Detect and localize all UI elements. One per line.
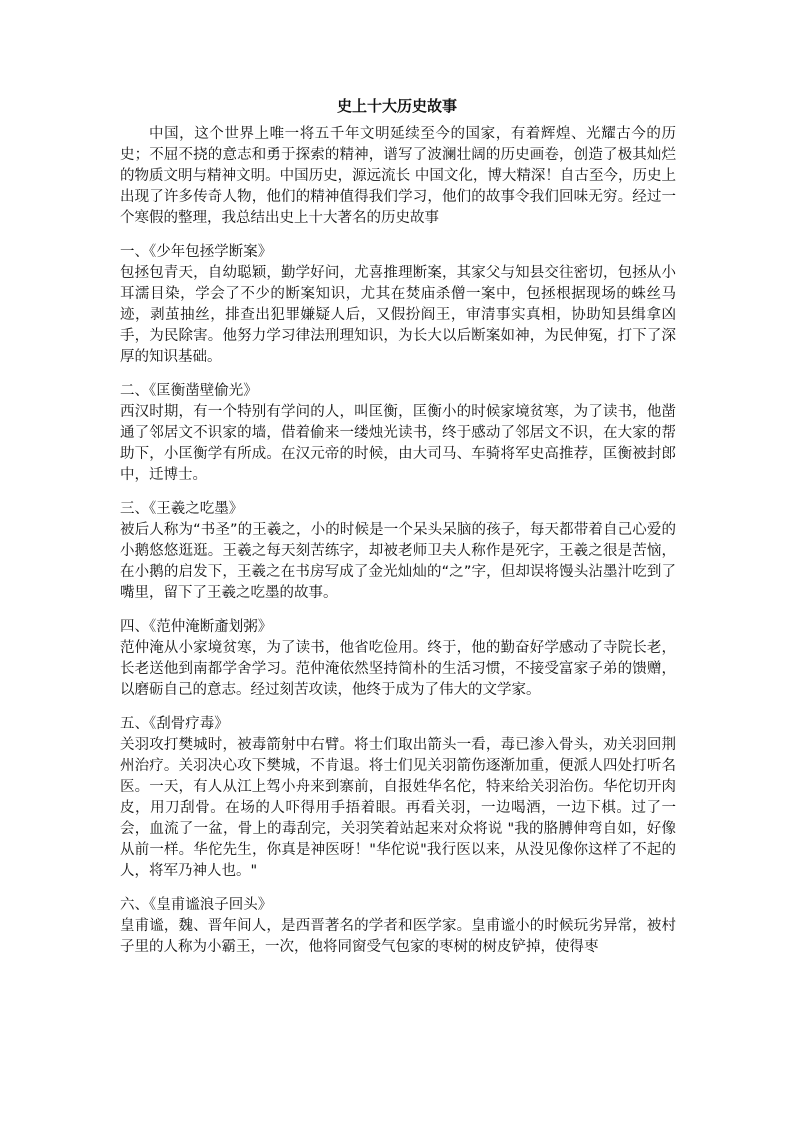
story-section-4: [120, 617, 676, 701]
document-title: 史上十大历史故事: [336, 97, 457, 115]
story-body: 包拯包青天，自幼聪颖，勤学好问，尤喜推理断案，其家父与知县交往密切，包拯从小耳濡目染，学会了不少的断案知识，尤其在焚庙杀僧一案中，包拯根据现场的蛛丝马迹，剥茧抽丝，排查出犯罪嫌疑人后，又假扮阎王，审清事实真相，协助知县缉拿凶手，为民除害。他努力学习律法刑理知识，为长大以后断案如神，为民伸冤，打下了深厚的知识基础。: [120, 265, 676, 365]
story-body: 皇甫谧，魏、晋年间人，是西晋著名的学者和医学家。皇甫谧小的时候玩劣异常，被村子里的人称为小霸王，一次，他将同窗受气包家的枣树的树皮铲掉，使得枣: [120, 918, 676, 955]
story-section-6: [120, 895, 676, 958]
story-section-5: [120, 714, 676, 882]
story-heading: 三、《王羲之吃墨》: [120, 501, 244, 517]
story-section-1: [120, 242, 676, 368]
story-body: 范仲淹从小家境贫寒，为了读书，他省吃俭用。终于，他的勤奋好学感动了寺院长老，长老送他到南都学舍学习。范仲淹依然坚持简朴的生活习惯，不接受富家子弟的馈赠，以磨砺自己的意志。经过刻苦攻读，他终于成为了伟大的文学家。: [120, 640, 676, 698]
story-body: 被后人称为“书圣”的王羲之，小的时候是一个呆头呆脑的孩子，每天都带着自己心爱的小鹅悠悠逛逛。王羲之每天刻苦练字，却被老师卫夫人称作是死字，王羲之很是苦恼，在小鹅的启发下，王羲之在书房写成了金光灿灿的“之”字，但却误将馒头沾墨汁吃到了嘴里，留下了王羲之吃墨的故事。: [120, 522, 676, 601]
story-heading: 六、《皇甫谧浪子回头》: [120, 897, 273, 913]
story-heading: 二、《匡衡凿壁偷光》: [120, 383, 258, 399]
intro-paragraph: 中国，这个世界上唯一将五千年文明延续至今的国家，有着辉煌、光耀古今的历史；不屈不挠的意志和勇于探索的精神，谱写了波澜壮阔的历史画卷，创造了极其灿烂的物质文明与精神文明。中国历史，源远流长 中国文化，博大精深！自古至今，历史上出现了许多传奇人物，他们的精神值得我们学习，他们的故事令我们回味无穷。经过一个寒假的整理，我总结出史上十大著名的历史故事: [120, 126, 676, 226]
story-body: 西汉时期，有一个特别有学问的人，叫匡衡，匡衡小的时候家境贫寒，为了读书，他凿通了邻居文不识家的墙，借着偷来一缕烛光读书，终于感动了邻居文不识，在大家的帮助下，小匡衡学有所成。在汉元帝的时候，由大司马、车骑将军史高推荐，匡衡被封郎中，迁博士。: [120, 404, 676, 483]
story-section-3: [120, 499, 676, 604]
story-heading: 五、《刮骨疗毒》: [120, 716, 229, 732]
story-heading: 一、《少年包拯学断案》: [120, 244, 273, 260]
document-body: [120, 124, 676, 971]
story-body: 关羽攻打樊城时，被毒箭射中右臂。将士们取出箭头一看，毒已渗入骨头，劝关羽回荆州治疗。关羽决心攻下樊城，不肯退。将士们见关羽箭伤逐渐加重，便派人四处打听名医。一天，有人从江上驾小舟来到寨前，自报姓华名佗，特来给关羽治伤。华佗切开肉皮，用刀刮骨。在场的人吓得用手捂着眼。再看关羽，一边喝酒，一边下棋。过了一会，血流了一盆，骨上的毒刮完，关羽笑着站起来对众将说 "我的胳膊伸弯自如，好像从前一样。华佗先生，你真是神医呀！"华佗说"我行医以来，从没见像你这样了不起的人，将军乃神人也。": [120, 737, 676, 879]
story-heading: 四、《范仲淹断齑划粥》: [120, 619, 273, 635]
story-section-2: [120, 381, 676, 486]
